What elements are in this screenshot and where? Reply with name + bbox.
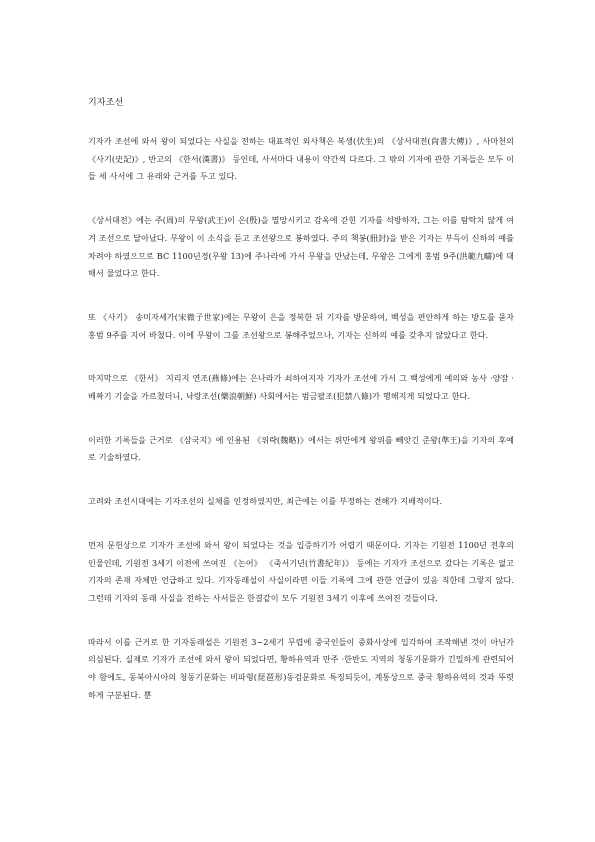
document-page <box>88 96 514 704</box>
paragraph-hanseo: 마지막으로 《한서》 지리지 연조(燕條)에는 은나라가 쇠하여지자 기자가 조선에 가서 그 백성에게 예의와 농사 ·양잠 ·베짜기 기술을 가르쳤더니, 낙랑조선(樂浪朝鮮) 사회에서는 범금팔조(犯禁八條)가 행해지게 되었다고 한다. <box>88 373 514 402</box>
document-title: 기자조선 <box>88 98 124 108</box>
paragraph-sources: 기자가 조선에 와서 왕이 되었다는 사실을 전하는 대표적인 외사책은 복생(伏生)의 《상서대전(尙書大傳)》, 사마천의 《사기(史記)》, 반고의 《한서(漢書)》 등인데, 사서마다 내용이 약간씩 다르다. 그 밖의 기자에 관한 기록들은 모두 이들 세 사서에 그 유래와 근거를 두고 있다. <box>88 136 514 182</box>
paragraph-documentary-evidence: 먼저 문헌상으로 기자가 조선에 와서 왕이 되었다는 것을 입증하기가 어렵기 때문이다. 기자는 기원전 1100년 전후의 인물인데, 기원전 3세기 이전에 쓰여진 《논어》 《죽서기년(竹書紀年)》 등에는 기자가 조선으로 갔다는 기록은 없고 기자의 존재 자체만 언급하고 있다. 기자동래설이 사실이라면 이들 기록에 그에 관한 언급이 있음 직한데 그렇지 않다. 그런데 기자의 동래 사실을 전하는 사서들은 한결같이 모두 기원전 3세기 이후에 쓰여진 것들이다. <box>88 539 514 603</box>
paragraph-wiryak: 이러한 기록들을 근거로 《삼국지》에 인용된 《위략(魏略)》에서는 위만에게 왕위를 빼앗긴 준왕(準王)을 기자의 후예로 기술하였다. <box>88 434 514 463</box>
paragraph-sangseo-daejeon: 《상서대전》에는 주(周)의 무왕(武王)이 은(殷)을 멸망시키고 감옥에 갇힌 기자를 석방하자, 그는 이를 탐탁치 않게 여겨 조선으로 달아났다. 무왕이 이 소식을 듣고 조선왕으로 봉하였다. 주의 책봉(冊封)을 받은 기자는 부득이 신하의 예를 차려야 하였으므로 BC 1100년경(무왕 13)에 주나라에 가서 무왕을 만났는데, 무왕은 그에게 홍범 9주(洪範九疇)에 대해서 물었다고 한다. <box>88 215 514 279</box>
paragraph-sagi: 또 《사기》 송미자세가(宋微子世家)에는 무왕이 은을 정복한 뒤 기자를 방문하여, 백성을 편안하게 하는 방도를 묻자 홍범 9주를 지어 바쳤다. 이에 무왕이 그를 조선왕으로 봉해주었으나, 기자는 신하의 예를 갖추지 않았다고 한다. <box>88 311 514 340</box>
paragraph-goryeo-joseon: 고려와 조선시대에는 기자조선의 실체를 인정하였지만, 최근에는 이를 부정하는 견해가 지배적이다. <box>88 496 443 507</box>
paragraph-archaeological-evidence: 따라서 이를 근거로 한 기자동래설은 기원전 3∼2세기 무렵에 중국인들이 중화사상에 입각하여 조작해낸 것이 아닌가 의심된다. 실제로 기자가 조선에 와서 왕이 되었다면, 황하유역과 만주 ·한반도 지역의 청동기문화가 긴밀하게 관련되어야 함에도, 동북아시아의 청동기문화는 비파형(琵琶形)동검문화로 특징되듯이, 계통상으로 중국 황하유역의 것과 뚜렷하게 구분된다. 뿐 <box>88 636 514 700</box>
